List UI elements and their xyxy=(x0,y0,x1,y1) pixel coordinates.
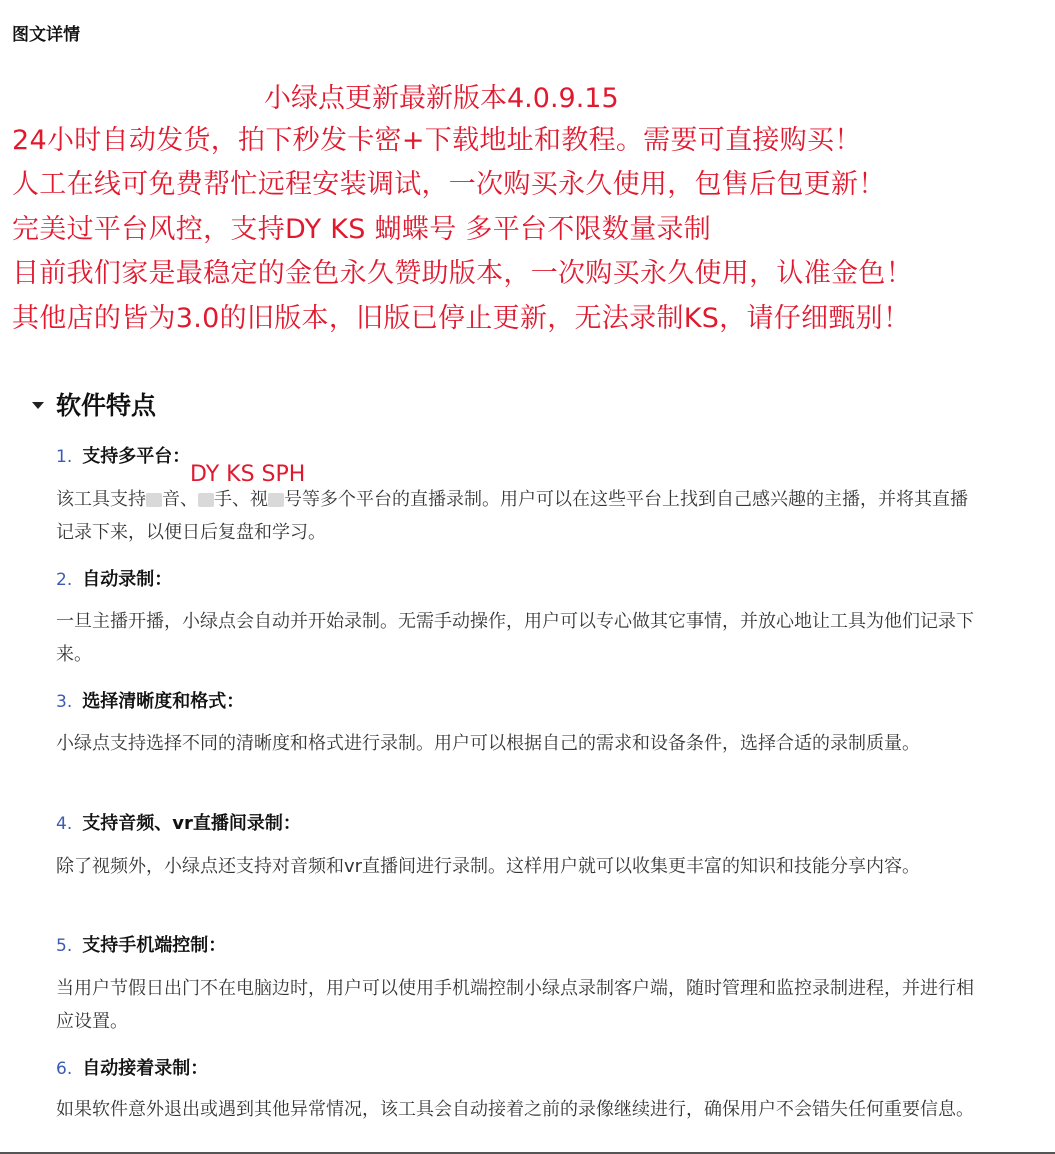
feature-description: 该工具支持 音、 手、视 号等多个平台的直播录制。用户可以在这些平台上找到自己感兴趣的主播，并将其直播记录下来，以便日后复盘和学习。 xyxy=(56,489,968,543)
feature-description: 一旦主播开播，小绿点会自动并开始录制。无需手动操作，用户可以专心做其它事情，并放心地让工具为他们记录下来。 xyxy=(56,611,974,665)
promo-line: 人工在线可免费帮忙远程安装调试，一次购买永久使用，包售后包更新！ xyxy=(12,169,886,200)
feature-number: 6. xyxy=(56,1059,73,1079)
caret-down-icon[interactable] xyxy=(32,402,44,409)
feature-title: 自动录制： xyxy=(82,569,173,590)
redaction-mask xyxy=(198,493,214,507)
feature-number: 3. xyxy=(56,692,73,712)
redaction-mask xyxy=(268,493,284,507)
platform-annotation: DY KS SPH xyxy=(190,462,306,487)
promo-line: 其他店的皆为3.0的旧版本，旧版已停止更新，无法录制KS，请仔细甄别！ xyxy=(12,303,911,334)
promo-title: 小绿点更新最新版本4.0.9.15 xyxy=(264,83,619,114)
section-header[interactable] xyxy=(32,386,156,422)
feature-title: 支持手机端控制： xyxy=(82,935,227,956)
page-title: 图文详情 xyxy=(12,25,80,45)
feature-heading xyxy=(56,687,244,713)
feature-heading xyxy=(56,931,226,957)
promo-line: 24小时自动发货，拍下秒发卡密+下载地址和教程。需要可直接购买！ xyxy=(12,125,862,156)
section-title: 软件特点 xyxy=(56,391,157,420)
feature-title: 支持多平台： xyxy=(82,446,191,467)
feature-description: 小绿点支持选择不同的清晰度和格式进行录制。用户可以根据自己的需求和设备条件，选择合适的录制质量。 xyxy=(56,733,920,754)
feature-heading xyxy=(56,1054,208,1080)
feature-description: 除了视频外，小绿点还支持对音频和vr直播间进行录制。这样用户就可以收集更丰富的知识和技能分享内容。 xyxy=(56,856,921,877)
feature-heading xyxy=(56,565,172,591)
feature-title: 自动接着录制： xyxy=(82,1058,209,1079)
feature-title: 支持音频、vr直播间录制： xyxy=(82,813,301,834)
feature-number: 5. xyxy=(56,936,73,956)
feature-number: 1. xyxy=(56,447,73,467)
feature-heading xyxy=(56,809,301,835)
feature-description: 如果软件意外退出或遇到其他异常情况，该工具会自动接着之前的录像继续进行，确保用户不会错失任何重要信息。 xyxy=(56,1099,974,1120)
feature-heading xyxy=(56,442,190,468)
promo-line: 目前我们家是最稳定的金色永久赞助版本，一次购买永久使用，认准金色！ xyxy=(12,258,913,289)
feature-description: 当用户节假日出门不在电脑边时，用户可以使用手机端控制小绿点录制客户端，随时管理和监控录制进程，并进行相应设置。 xyxy=(56,978,974,1032)
feature-number: 2. xyxy=(56,570,73,590)
feature-number: 4. xyxy=(56,814,73,834)
feature-title: 选择清晰度和格式： xyxy=(82,691,245,712)
promo-line: 完美过平台风控，支持DY KS 蝴蝶号 多平台不限数量录制 xyxy=(12,214,712,245)
redaction-mask xyxy=(146,493,162,507)
